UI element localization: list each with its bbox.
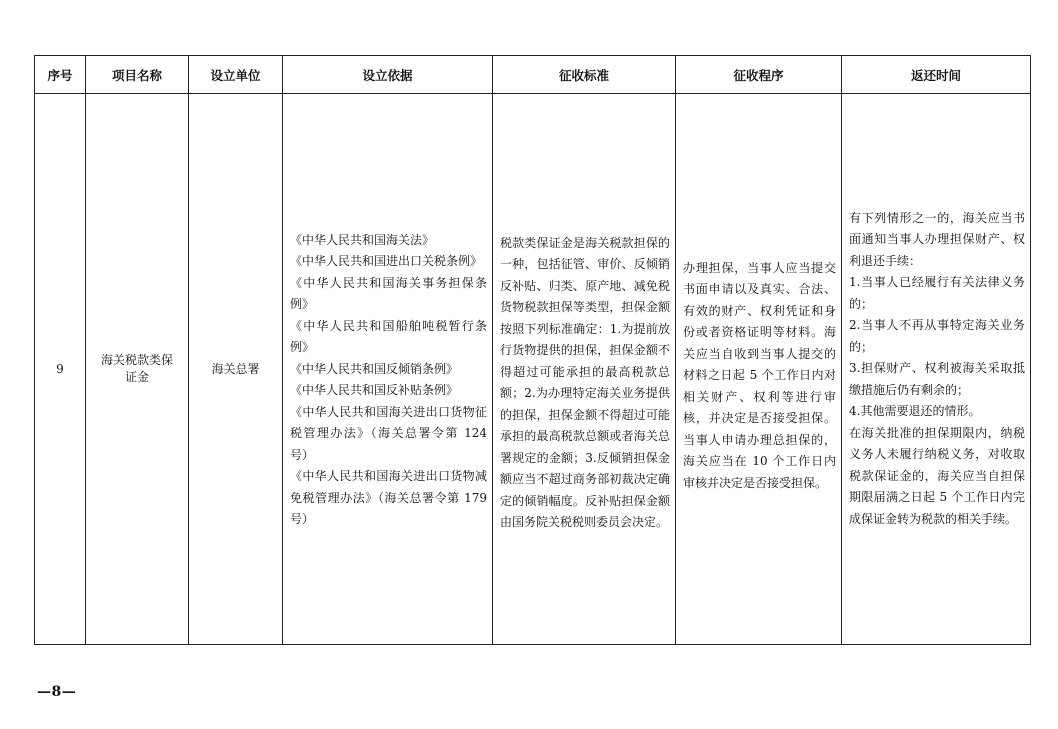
header-procedure: 征收程序 — [676, 56, 842, 94]
header-unit: 设立单位 — [189, 56, 283, 94]
cell-procedure — [676, 94, 842, 645]
header-item-name: 项目名称 — [86, 56, 189, 94]
header-basis: 设立依据 — [283, 56, 493, 94]
row-refund-text: 有下列情形之一的，海关应当书面通知当事人办理担保财产、权利退还手续： 1.当事人已经履行有关法律义务的； 2.当事人不再从事特定海关业务的； 3.担保财产、权利被海关采取抵缴措施后仍有剩余的； 4.其他需要退还的情形。 在海关批准的担保期限内，纳税义务人未履行纳税义务，对收取税款保证金的，海关应当自担保期限届满之日起 5 个工作日内完成保证金转为税款的相关手续。 — [849, 210, 1025, 526]
fee-table-container — [34, 55, 1031, 645]
cell-basis — [283, 94, 493, 645]
fee-table — [34, 55, 1031, 645]
row-item-name: 海关税款类保 证金 — [100, 353, 173, 384]
cell-index — [35, 94, 86, 645]
header-standard: 征收标准 — [493, 56, 676, 94]
cell-unit — [189, 94, 283, 645]
row-basis-text: 《中华人民共和国海关法》 《中华人民共和国进出口关税条例》 《中华人民共和国海关事务担保条例》 《中华人民共和国船舶吨税暂行条例》 《中华人民共和国反倾销条例》 《中华人民共和国反补贴条例》 《中华人民共和国海关进出口货物征税管理办法》（海关总署令第 124 号） 《中华人民共和国海关进出口货物减免税管理办法》（海关总署令第 179 号） — [290, 232, 487, 526]
cell-refund-time — [842, 94, 1031, 645]
cell-item-name — [86, 94, 189, 645]
header-index: 序号 — [35, 56, 86, 94]
row-index: 9 — [56, 361, 64, 376]
cell-standard — [493, 94, 676, 645]
header-refund-time: 返还时间 — [842, 56, 1031, 94]
page-number: —8— — [37, 684, 77, 700]
table-row — [35, 94, 1031, 645]
row-unit: 海关总署 — [211, 361, 260, 376]
table-header-row — [35, 56, 1031, 94]
row-procedure-text: 办理担保，当事人应当提交书面申请以及真实、合法、有效的财产、权利凭证和身份或者资格证明等材料。海关应当自收到当事人提交的材料之日起 5 个工作日内对相关财产、权利等进行审核，并决定是否接受担保。当事人申请办理总担保的，海关应当在 10 个工作日内审核并决定是否接受担保。 — [683, 260, 836, 490]
row-standard-text: 税款类保证金是海关税款担保的一种，包括征管、审价、反倾销反补贴、归类、原产地、减免税货物税款担保等类型，担保金额按照下列标准确定：1.为提前放行货物提供的担保，担保金额不得超过可能承担的最高税款总额；2.为办理特定海关业务提供的担保，担保金额不得超过可能承担的最高税款总额或者海关总署规定的金额；3.反倾销担保金额应当不超过商务部初裁决定确定的倾销幅度。反补贴担保金额由国务院关税税则委员会决定。 — [500, 235, 670, 529]
